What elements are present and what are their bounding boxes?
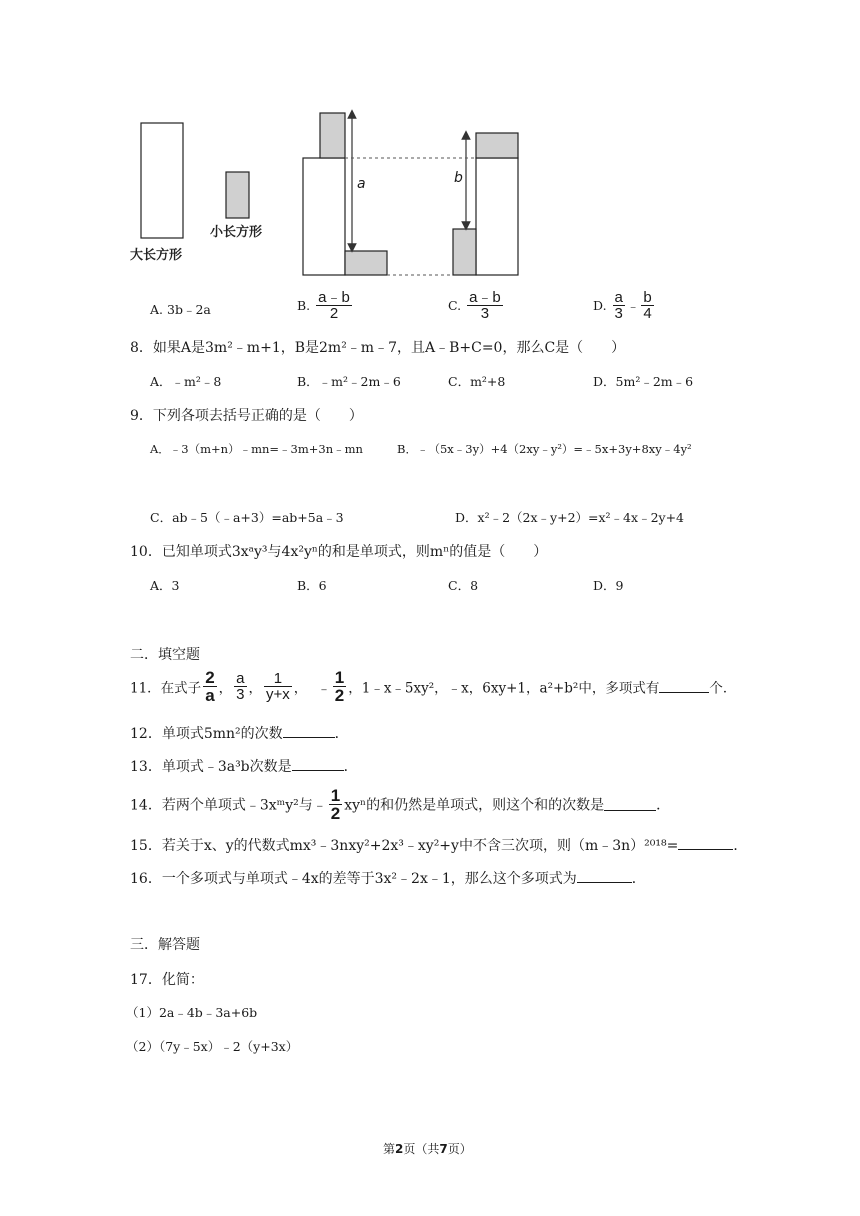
left-top-small-rectangle: [320, 113, 345, 158]
right-bottom-small-rectangle: [453, 229, 476, 275]
q11-fraction-1: [203, 669, 216, 704]
q12-text: 12．单项式5mn²的次数: [130, 726, 283, 742]
q8-stem: 8．如果A是3m²﹣m+1，B是2m²﹣m﹣7，且A﹣B+C=0，那么C是（ ）: [130, 340, 626, 356]
q17-stem: 17．化简：: [130, 972, 204, 988]
q9-option-c: C．ab﹣5（﹣a+3）=ab+5a﹣3: [150, 510, 344, 525]
q9-option-b: B．﹣（5x﹣3y）+4（2xy﹣y²）=﹣5x+3y+8xy﹣4y²: [397, 442, 692, 456]
q10-option-a: A．3: [150, 578, 180, 593]
right-top-small-rectangle: [476, 133, 518, 158]
q10-option-b: B．6: [297, 578, 327, 593]
q7-d-fraction-1: [613, 290, 625, 321]
small-rect-label: 小长方形: [210, 225, 263, 240]
q11-f1-num: 2: [205, 668, 215, 687]
q8-option-a: A．﹣m²﹣8: [150, 374, 222, 389]
q7-option-b: [297, 290, 354, 321]
footer-mid: 页（共: [403, 1142, 440, 1156]
footer-total-pages: 7: [439, 1142, 448, 1156]
q16-end: ．: [631, 871, 646, 887]
q15-end: ．: [733, 838, 748, 854]
q12-answer-blank[interactable]: [283, 725, 335, 738]
q15-line: [130, 835, 747, 855]
q7-d2-den: 4: [643, 305, 652, 322]
section-fill-in-title: 二．填空题: [130, 647, 200, 663]
left-big-rectangle: [303, 158, 345, 275]
q7-c-fraction: [467, 290, 503, 321]
q10-option-d: D．9: [593, 578, 624, 593]
arrow-b-label: b: [454, 170, 463, 186]
q9-option-a: A．﹣3（m+n）﹣mn=﹣3m+3n﹣mn: [150, 442, 363, 456]
q14-answer-blank[interactable]: [604, 798, 656, 811]
q11-fraction-4: [333, 669, 346, 704]
q11-f4-num: 1: [334, 668, 345, 687]
q7-b-den: 2: [329, 305, 339, 322]
q8-option-b: B．﹣m²﹣2m﹣6: [297, 374, 401, 389]
footer-pre: 第: [383, 1142, 396, 1156]
big-rect-label: 大长方形: [130, 248, 183, 263]
q14-f-den: 2: [330, 804, 341, 823]
q11-f3-num: 1: [264, 671, 292, 687]
q11-f2-num: a: [236, 670, 245, 687]
q16-line: [130, 868, 646, 888]
q13-line: [130, 756, 358, 776]
q10-option-c: C．8: [448, 578, 479, 593]
q8-option-d: D．5m²﹣2m﹣6: [593, 374, 694, 389]
q7-a-letter: A.: [150, 302, 164, 317]
q11-f4-den: 2: [334, 686, 345, 705]
q7-option-a: [150, 300, 211, 318]
q14-line: [130, 787, 670, 822]
footer-post: 页）: [447, 1142, 472, 1156]
q7-c-den: 3: [480, 305, 490, 322]
q12-line: [130, 723, 349, 743]
q7-d-sep: ﹣: [626, 298, 640, 314]
q7-b-num: a﹣b: [318, 289, 350, 306]
q17-part-2: （2）（7y﹣5x）﹣2（y+3x）: [126, 1039, 299, 1054]
page-footer: [383, 1140, 472, 1157]
q14-end: ．: [656, 797, 671, 814]
footer-page-number: 2: [395, 1142, 404, 1156]
q11-fraction-3: [264, 671, 292, 702]
q7-b-fraction: [316, 290, 352, 321]
big-rectangle: [141, 123, 183, 238]
q9-stem: 9．下列各项去括号正确的是（ ）: [130, 408, 363, 424]
q14-suffix: xyⁿ的和仍然是单项式，则这个和的次数是: [344, 797, 605, 814]
q14-f-num: 1: [330, 786, 341, 805]
q10-stem: 10．已知单项式3xᵃy³与4x²yⁿ的和是单项式，则mⁿ的值是（ ）: [130, 544, 548, 560]
q7-option-c: [448, 290, 505, 321]
q15-answer-blank[interactable]: [678, 837, 733, 850]
q17-part-1: （1）2a﹣4b﹣3a+6b: [126, 1005, 258, 1020]
q7-option-d: [593, 290, 656, 321]
q11-suffix: ，1﹣x﹣5xy²，﹣x，6xy+1，a²+b²中，多项式有: [348, 680, 660, 697]
arrow-a-label: a: [357, 176, 366, 192]
q12-end: ．: [334, 726, 349, 742]
q13-answer-blank[interactable]: [292, 758, 344, 771]
left-bottom-small-rectangle: [345, 251, 387, 275]
q14-fraction: [329, 787, 342, 822]
right-big-rectangle: [476, 158, 518, 275]
q7-c-num: a﹣b: [469, 289, 501, 306]
q11-fraction-2: [234, 671, 246, 702]
q11-line: 11．在式子 $\frac{2}{a}$ ， $\frac{a}{3}$ ， $\frac{1}{y+x}$ ， ﹣ $\frac{1}{2}$ ，1﹣x﹣5xy²，﹣x，6xy+1，a²+b²中，多项式有 个．: [130, 668, 737, 705]
q11-neg: ﹣: [317, 680, 331, 697]
q7-c-letter: C.: [448, 298, 462, 313]
q7-d-fraction-2: [641, 290, 653, 321]
q11-f1-den: a: [205, 686, 215, 705]
q13-end: ．: [343, 759, 358, 775]
q16-text: 16．一个多项式与单项式﹣4x的差等于3x²﹣2x﹣1，那么这个多项式为: [130, 871, 577, 887]
q15-text: 15．若关于x、y的代数式mx³﹣3nxy²+2x³﹣xy²+y中不含三次项，则（m﹣3n）²⁰¹⁸=: [130, 838, 679, 854]
q11-f2-den: 3: [236, 686, 245, 703]
q11-end: 个．: [709, 680, 737, 697]
small-rectangle: [226, 172, 249, 218]
rectangle-figure: [0, 0, 860, 290]
q7-d-letter: D.: [593, 298, 607, 313]
q11-prefix: 11．在式子: [130, 680, 202, 697]
q7-d2-num: b: [643, 289, 652, 306]
q7-b-letter: B.: [297, 298, 311, 313]
q7-d1-num: a: [614, 289, 623, 306]
q7-a-text: 3b﹣2a: [167, 302, 211, 317]
q11-f3-den: y+x: [266, 686, 290, 703]
q8-option-c: C．m²+8: [448, 374, 506, 389]
q11-answer-blank[interactable]: [659, 680, 709, 693]
q13-text: 13．单项式﹣3a³b次数是: [130, 759, 292, 775]
q16-answer-blank[interactable]: [577, 870, 632, 883]
section-answer-title: 三．解答题: [130, 937, 200, 953]
q14-prefix: 14．若两个单项式﹣3xᵐy²与﹣: [130, 797, 327, 814]
q7-d1-den: 3: [614, 305, 623, 322]
q9-option-d: D．x²﹣2（2x﹣y+2）=x²﹣4x﹣2y+4: [455, 510, 685, 525]
